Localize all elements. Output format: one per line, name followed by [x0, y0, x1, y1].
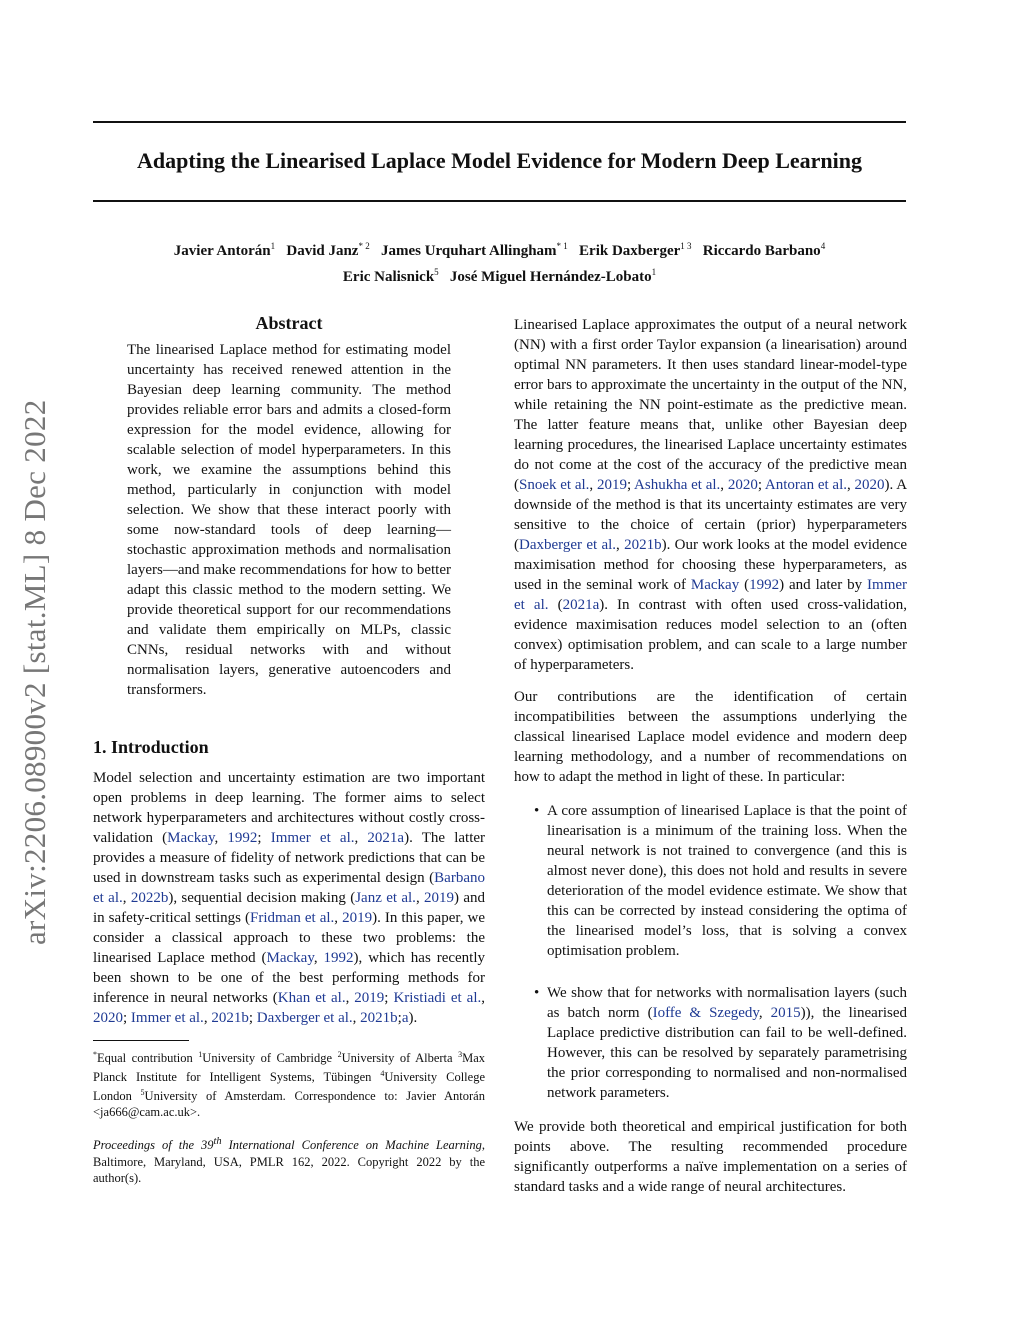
footnote-rule: [93, 1040, 189, 1041]
citation-link[interactable]: 2019: [596, 477, 627, 493]
paper-title: Adapting the Linearised Laplace Model Evidence for Modern Deep Learning: [137, 148, 862, 173]
citation-link[interactable]: Snoek et al.: [519, 477, 590, 493]
bullet-icon: •: [534, 803, 540, 819]
citation-link[interactable]: Ashukha et al.: [634, 477, 721, 493]
citation-link[interactable]: Khan et al.: [277, 990, 346, 1006]
author-affiliation: 1: [651, 267, 657, 277]
abstract-text: The linearised Laplace method for estimating model uncertainty has received renewed attention in the Bayesian deep learning community. The method provides reliable error bars and admits a closed-form expression for the model evidence, allowing for scalable selection of model hyperparameters. In this work, we examine the assumptions behind this method, particularly in conjunction with model selection. We show that these interact poorly with some now-standard tools of deep learning—stochastic approximation methods and normalisation layers—and make recommendations for how to better adapt this classic method to the modern setting. We provide theoretical support for our recommendations and validate them empirically on MLPs, classic CNNs, residual networks with and without normalisation layers, generative autoencoders and transformers.: [127, 342, 451, 698]
author-affiliation: 4: [820, 241, 826, 251]
author-name: Javier Antorán: [173, 243, 271, 259]
list-item: [514, 983, 907, 1103]
citation-link[interactable]: Antoran et al.: [764, 477, 847, 493]
citation-link[interactable]: Immer et al.: [130, 1010, 204, 1026]
citation-link[interactable]: Immer et al.: [514, 577, 908, 613]
citation-link[interactable]: Daxberger et al.: [519, 537, 617, 553]
citation-link[interactable]: Mackay: [167, 830, 215, 846]
author-name: Riccardo Barbano: [702, 243, 821, 259]
author-name: James Urquhart Allingham: [380, 243, 557, 259]
citation-link[interactable]: 2022b: [130, 890, 169, 906]
author-name: Eric Nalisnick: [342, 269, 435, 285]
citation-link[interactable]: 2020: [854, 477, 885, 493]
arxiv-identifier-stamp: arXiv:2206.08900v2 [stat.ML] 8 Dec 2022: [17, 399, 52, 945]
citation-link[interactable]: Mackay: [266, 950, 314, 966]
author-line-1: [93, 236, 906, 262]
citation-link[interactable]: 2020: [93, 1010, 123, 1026]
citation-link[interactable]: Barbano et al.: [93, 870, 485, 906]
citation-link[interactable]: Janz et al.: [355, 890, 416, 906]
list-item: [514, 801, 907, 961]
author-affiliation: 1: [270, 241, 276, 251]
author-name: José Miguel Hernández-Lobato: [449, 269, 652, 285]
citation-link[interactable]: 2021a: [367, 830, 405, 846]
citation-link[interactable]: Ioffe & Szegedy: [652, 1005, 759, 1021]
contributions-paragraph: Our contributions are the identification of certain incompatibilities between the assumptions underlying the classical linearised Laplace model evidence and modern deep learning methodology, and a number of recommendations on how to adapt the method in light of these. In particular:: [514, 689, 907, 785]
author-line-2: [93, 262, 906, 288]
citation-link[interactable]: 1992: [227, 830, 258, 846]
citation-link[interactable]: 2019: [354, 990, 385, 1006]
section-heading-introduction: 1. Introduction: [93, 737, 209, 757]
proceedings-note: Proceedings of the 39th International Conference on Machine Learning, Baltimore, Maryland, USA, PMLR 162, 2022. Copyright 2022 by the author(s).: [93, 1136, 485, 1185]
citation-link[interactable]: 1992: [749, 577, 780, 593]
citation-link[interactable]: 2015: [770, 1005, 801, 1021]
introduction-paragraph: Model selection and uncertainty estimation are two important open problems in deep learning. The former aims to select network hyperparameters and architectures without costly cross-validation (Mackay, 1992; Immer et al., 2021a). The latter provides a measure of fidelity of network predictions that can be used in downstream tasks such as experimental design (Barbano et al., 2022b), sequential decision making (Janz et al., 2019) and in safety-critical settings (Fridman et al., 2019). In this paper, we consider a classical approach to these two problems: the linearised Laplace method (Mackay, 1992), which has recently been shown to be one of the best performing methods for inference in neural networks (Khan et al., 2019; Kristiadi et al., 2020; Immer et al., 2021b; Daxberger et al., 2021b;a).: [93, 770, 486, 1026]
left-column: [93, 310, 485, 1186]
title-bottom-rule: [93, 200, 906, 202]
author-list: [93, 236, 906, 288]
affiliations-footnote: *Equal contribution $^1$University of Cambridge $^2$University of Alberta $^3$Max Planck Institute for Intelligent Systems, Tübingen $^4$University College London $^5$University of Amsterdam. Correspondence to: Javier Antorán <ja666@cam.ac.uk>.: [93, 1050, 485, 1120]
list-item-text: We show that for networks with normalisation layers (such as batch norm (Ioffe & Szegedy, 2015)), the linearised Laplace predictive distribution can fail to be well-defined. However, this can be resolved by separately parametrising the prior corresponding to normalised and non-normalised network parameters.: [547, 985, 907, 1101]
author-affiliation: * 1: [556, 241, 568, 251]
author-name: Erik Daxberger: [579, 243, 681, 259]
citation-link[interactable]: 2019: [342, 910, 373, 926]
citation-link[interactable]: 1992: [323, 950, 354, 966]
author-name: David Janz: [286, 243, 359, 259]
author-affiliation: * 2: [358, 241, 370, 251]
abstract-heading: Abstract: [255, 313, 323, 333]
citation-link[interactable]: Kristiadi et al.: [393, 990, 482, 1006]
list-item-text: A core assumption of linearised Laplace is that the point of linearisation is a minimum of the training loss. When the neural network is not trained to convergence (and this is almost never done), this does not hold and results in severe deterioration of the model evidence estimate. We show that this can be corrected by instead considering the optima of the linearised model’s loss, that is solving a convex optimisation problem.: [547, 803, 907, 959]
closing-paragraph: We provide both theoretical and empirical justification for both points above. The resulting recommended procedure significantly outperforms a naïve implementation on a series of standard tasks and a wide range of neural architectures.: [514, 1119, 907, 1195]
citation-link[interactable]: Immer et al.: [270, 830, 355, 846]
body-paragraph: Linearised Laplace approximates the output of a neural network (NN) with a first order Taylor expansion (a linearisation) around optimal NN parameters. It then uses standard linear-model-type error bars to approximate the uncertainty in the output of the NN, while retaining the NN point-estimate as the predictive mean. The latter feature means that, unlike other Bayesian deep learning procedures, the linearised Laplace uncertainty estimates do not come at the cost of the accuracy of the predictive mean (Snoek et al., 2019; Ashukha et al., 2020; Antoran et al., 2020). A downside of the method is that its uncertainty estimates are very sensitive to the choice of certain (prior) hyperparameters (Daxberger et al., 2021b). Our work looks at the model evidence maximisation method for choosing these hyperparameters, as used in the seminal work of Mackay (1992) and later by Immer et al. (2021a). In contrast with often used cross-validation, evidence maximisation reduces model selection to an (often convex) optimisation problem, and can scale to a large number of hyperparameters.: [514, 317, 908, 673]
citation-link[interactable]: Fridman et al.: [250, 910, 335, 926]
citation-link[interactable]: Mackay: [690, 577, 740, 593]
citation-link[interactable]: a: [401, 1010, 409, 1026]
contributions-list: [514, 801, 907, 1103]
citation-link[interactable]: 2020: [727, 477, 758, 493]
bullet-icon: •: [534, 985, 540, 1001]
citation-link[interactable]: 2021b: [360, 1010, 398, 1026]
right-column: [514, 315, 907, 1197]
author-affiliation: 5: [434, 267, 439, 277]
top-rule: [93, 121, 906, 123]
citation-link[interactable]: 2019: [424, 890, 455, 906]
citation-link[interactable]: 2021b: [624, 537, 662, 553]
citation-link[interactable]: Daxberger et al.: [256, 1010, 353, 1026]
citation-link[interactable]: 2021a: [562, 597, 600, 613]
citation-link[interactable]: 2021b: [211, 1010, 249, 1026]
author-affiliation: 1 3: [680, 241, 692, 251]
